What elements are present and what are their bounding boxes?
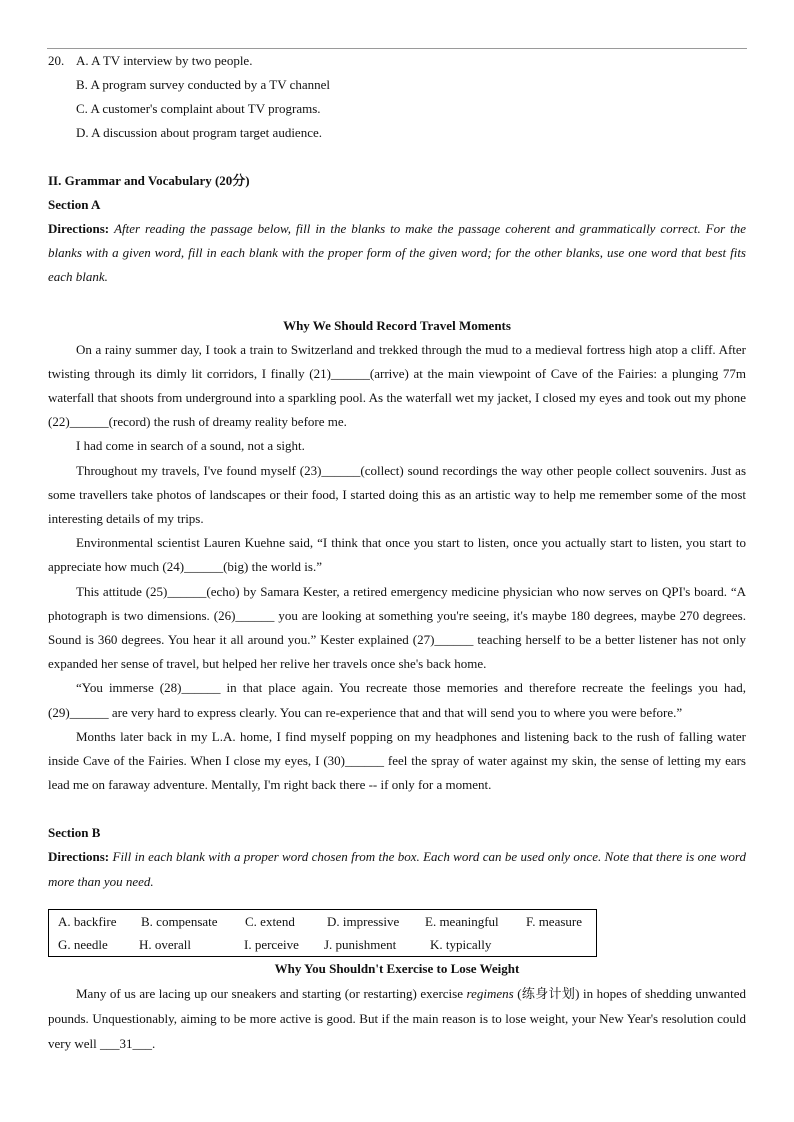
q20-option-a: 20. A. A TV interview by two people. xyxy=(48,49,746,73)
passage-b-title: Why You Shouldn't Exercise to Lose Weight xyxy=(274,960,520,976)
section-a-directions: Directions: After reading the passage below, fill in the blanks to make the passage coherent and grammatically correct. For the blanks with a given word, fill in each blank with the proper form of the given word; for the other blanks, use one word that best fits each blank. xyxy=(48,221,746,285)
passage-a-paragraph: This attitude (25)______(echo) by Samara Kester, a retired emergency medicine physician who now serves on QPI's board. “A photograph is two dimensions. (26)______ you are looking at something you're seeing, it's maybe 180 degrees, maybe 270 degrees. Sound is 360 degrees. You hear it all around you.” Kester explained (27)______ teaching herself to be a better listener has not only expanded her sense of travel, but helped her relive her travels once she's back home. xyxy=(48,583,746,672)
word-option: C. extend xyxy=(245,913,295,929)
word-box-row xyxy=(49,933,596,957)
passage-b-paragraph: Many of us are lacing up our sneakers and starting (or restarting) exercise regimens (练身计划) in hopes of shedding unwanted pounds. Unquestionably, aiming to be more active is good. But if the main reason is to lose weight, your New Year's resolution could very well ___31___. xyxy=(48,985,746,1051)
word-option: K. typically xyxy=(430,936,492,952)
section-a-label: Section A xyxy=(48,197,101,212)
q20-option-b: B. A program survey conducted by a TV channel xyxy=(76,77,331,92)
word-option: D. impressive xyxy=(327,913,400,929)
q20-option-d: D. A discussion about program target audience. xyxy=(76,125,322,140)
passage-a-paragraph: I had come in search of a sound, not a sight. xyxy=(76,438,305,454)
word-option: I. perceive xyxy=(244,936,299,952)
q20-option-c: C. A customer's complaint about TV programs. xyxy=(76,101,321,116)
q20-number: 20. xyxy=(48,53,65,68)
word-option: F. measure xyxy=(526,913,582,929)
passage-a-paragraph: Throughout my travels, I've found myself (23)______(collect) sound recordings the way other people collect souvenirs. Just as some travellers take photos of landscapes or their food, I started doing this as an artistic way to help me remember some of the most interesting details of my trips. xyxy=(48,462,746,527)
section-b-label: Section B xyxy=(48,825,101,841)
word-option: G. needle xyxy=(58,936,108,952)
word-option: E. meaningful xyxy=(425,913,499,929)
passage-a-paragraph: Environmental scientist Lauren Kuehne said, “I think that once you start to listen, once you actually start to listen, you start to appreciate how much (24)______(big) the world is.” xyxy=(48,535,746,575)
section-b-directions: Directions: Fill in each blank with a proper word chosen from the box. Each word can be used only once. Note that there is one word more than you need. xyxy=(48,849,746,889)
passage-a-paragraph: Months later back in my L.A. home, I find myself popping on my headphones and listening back to the rush of falling water inside Cave of the Fairies. When I close my eyes, I (30)______ feel the spray of water against my skin, the sense of letting my ears lead me on faraway adventure. Mentally, I'm right back there -- if only for a moment. xyxy=(48,728,746,793)
page-content xyxy=(48,49,746,1056)
question-20 xyxy=(48,49,746,145)
word-box-row xyxy=(49,910,596,934)
passage-a-paragraph: “You immerse (28)______ in that place again. You recreate those memories and therefore recreate the feelings you had, (29)______ are very hard to express clearly. You can re-experience that and that will send you to where you were before.” xyxy=(48,680,746,720)
passage-a-paragraph: On a rainy summer day, I took a train to Switzerland and trekked through the mud to a medieval fortress high atop a cliff. After twisting through its dimly lit corridors, I finally (21)______(arrive) at the main viewpoint of Cave of the Fairies: a plunging 77m waterfall that shoots from underground into a sparkling pool. As the waterfall wet my jacket, I closed my eyes and took out my phone (22)______(record) the rush of dreamy reality before me. xyxy=(48,341,746,430)
part2-heading: II. Grammar and Vocabulary (20分) xyxy=(48,173,250,188)
word-option: H. overall xyxy=(139,936,191,952)
word-option: B. compensate xyxy=(141,913,218,929)
word-option: A. backfire xyxy=(58,913,117,929)
word-option: J. punishment xyxy=(324,936,397,952)
passage-a-title: Why We Should Record Travel Moments xyxy=(283,317,511,333)
word-box xyxy=(48,909,597,957)
